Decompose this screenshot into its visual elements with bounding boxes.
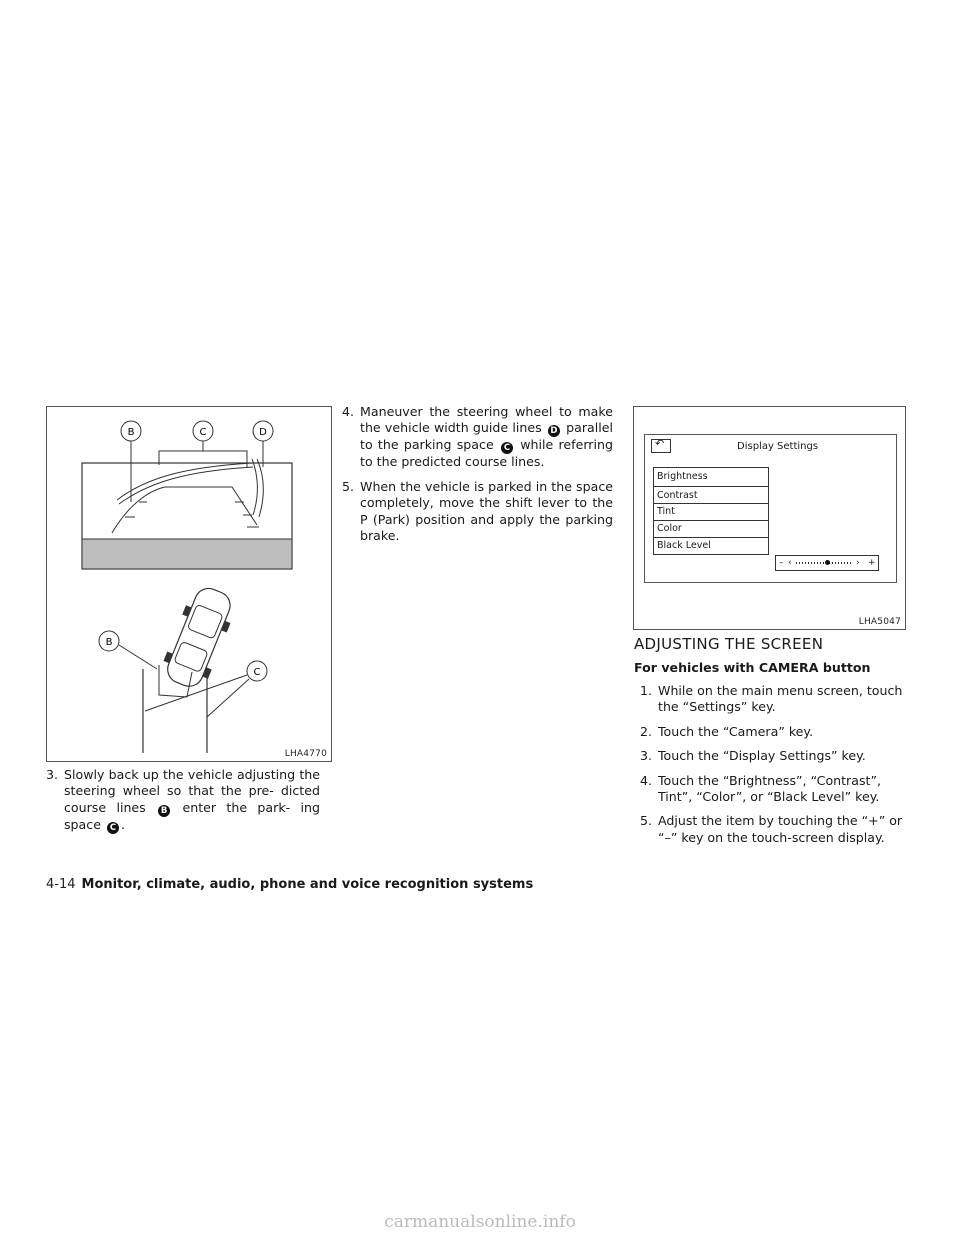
page-footer xyxy=(46,877,533,892)
step-text: Maneuver the steering wheel to make the vehicle width guide lines xyxy=(360,404,613,436)
step-number: 2. xyxy=(640,723,653,739)
middle-column xyxy=(342,404,613,552)
callout-d: D xyxy=(548,425,560,437)
screen-title: Display Settings xyxy=(737,441,819,452)
step-number: 5. xyxy=(640,813,653,829)
figure-code: LHA5047 xyxy=(858,617,901,627)
back-arrow-icon: ↶ xyxy=(655,437,665,450)
step-text: Touch the “Camera” key. xyxy=(658,723,814,739)
step-text: parallel to the parking space xyxy=(360,420,613,453)
label-b-top: B xyxy=(127,427,135,438)
chapter-title: Monitor, climate, audio, phone and voice recognition systems xyxy=(81,877,534,892)
right-column-steps xyxy=(640,683,908,854)
figure-camera-guide-lines xyxy=(46,406,332,762)
label-c-bottom: C xyxy=(253,667,261,678)
step-text: . xyxy=(120,816,125,832)
slider-track[interactable] xyxy=(796,562,852,564)
menu-item-brightness[interactable]: Brightness xyxy=(654,468,768,487)
back-button[interactable] xyxy=(651,439,671,453)
step-5 xyxy=(342,479,613,545)
callout-c: C xyxy=(107,822,119,834)
figure-display-settings xyxy=(633,406,906,630)
label-c-top: C xyxy=(199,427,207,438)
figure-code: LHA4770 xyxy=(284,749,327,759)
callout-c: C xyxy=(501,442,513,454)
menu-item-contrast[interactable]: Contrast xyxy=(654,487,768,504)
page-number: 4-14 xyxy=(46,877,76,892)
step-number: 1. xyxy=(640,683,653,698)
step-text: Touch the “Display Settings” key. xyxy=(658,748,866,764)
step-number: 4. xyxy=(342,404,355,419)
step-3 xyxy=(46,767,320,834)
list-item xyxy=(640,773,908,806)
camera-guide-illustration xyxy=(47,407,331,761)
step-text: Slowly back up the vehicle adjusting the steering wheel so that the pre- dicted course lines xyxy=(64,767,320,815)
step-text: When the vehicle is parked in the space completely, move the shift lever to the P (Park) position and apply the parking brake. xyxy=(360,478,613,544)
section-subheading: For vehicles with CAMERA button xyxy=(634,660,871,675)
step-text: enter the park- ing space xyxy=(64,799,320,832)
list-item xyxy=(640,748,908,764)
step-text: Adjust the item by touching the “+” or “–” key on the touch-screen display. xyxy=(658,813,903,845)
chevron-right-icon[interactable]: › xyxy=(856,558,860,568)
list-item xyxy=(640,724,908,740)
step-number: 5. xyxy=(342,478,355,494)
list-item xyxy=(640,813,908,846)
step-text: While on the main menu screen, touch the “Settings” key. xyxy=(658,683,903,715)
slider-knob[interactable] xyxy=(825,560,830,565)
callout-b: B xyxy=(158,805,170,817)
chevron-left-icon[interactable]: ‹ xyxy=(788,558,792,568)
menu-item-tint[interactable]: Tint xyxy=(654,504,768,521)
vehicle-top-view xyxy=(158,582,240,693)
step-text: while referring to the predicted course lines. xyxy=(360,437,613,470)
menu-item-black-level[interactable]: Black Level xyxy=(657,540,711,551)
label-b-bottom: B xyxy=(105,637,113,648)
section-heading: ADJUSTING THE SCREEN xyxy=(634,635,824,653)
slider-plus-button[interactable]: + xyxy=(868,558,876,568)
step-text: Touch the “Brightness”, “Contrast”, Tint”, “Color”, or “Black Level” key. xyxy=(658,772,881,805)
step-4 xyxy=(342,404,613,471)
adjust-slider[interactable] xyxy=(775,555,879,571)
left-column xyxy=(46,767,320,842)
menu-item-color[interactable]: Color xyxy=(654,521,768,538)
step-number: 3. xyxy=(46,767,59,782)
list-item xyxy=(640,683,908,716)
slider-minus-button[interactable]: – xyxy=(779,558,784,568)
settings-menu xyxy=(653,467,769,555)
watermark: carmanualsonline.info xyxy=(384,1212,576,1232)
step-number: 3. xyxy=(640,748,653,764)
label-d-top: D xyxy=(259,427,267,438)
display-settings-screen xyxy=(644,434,897,583)
step-number: 4. xyxy=(640,772,653,788)
